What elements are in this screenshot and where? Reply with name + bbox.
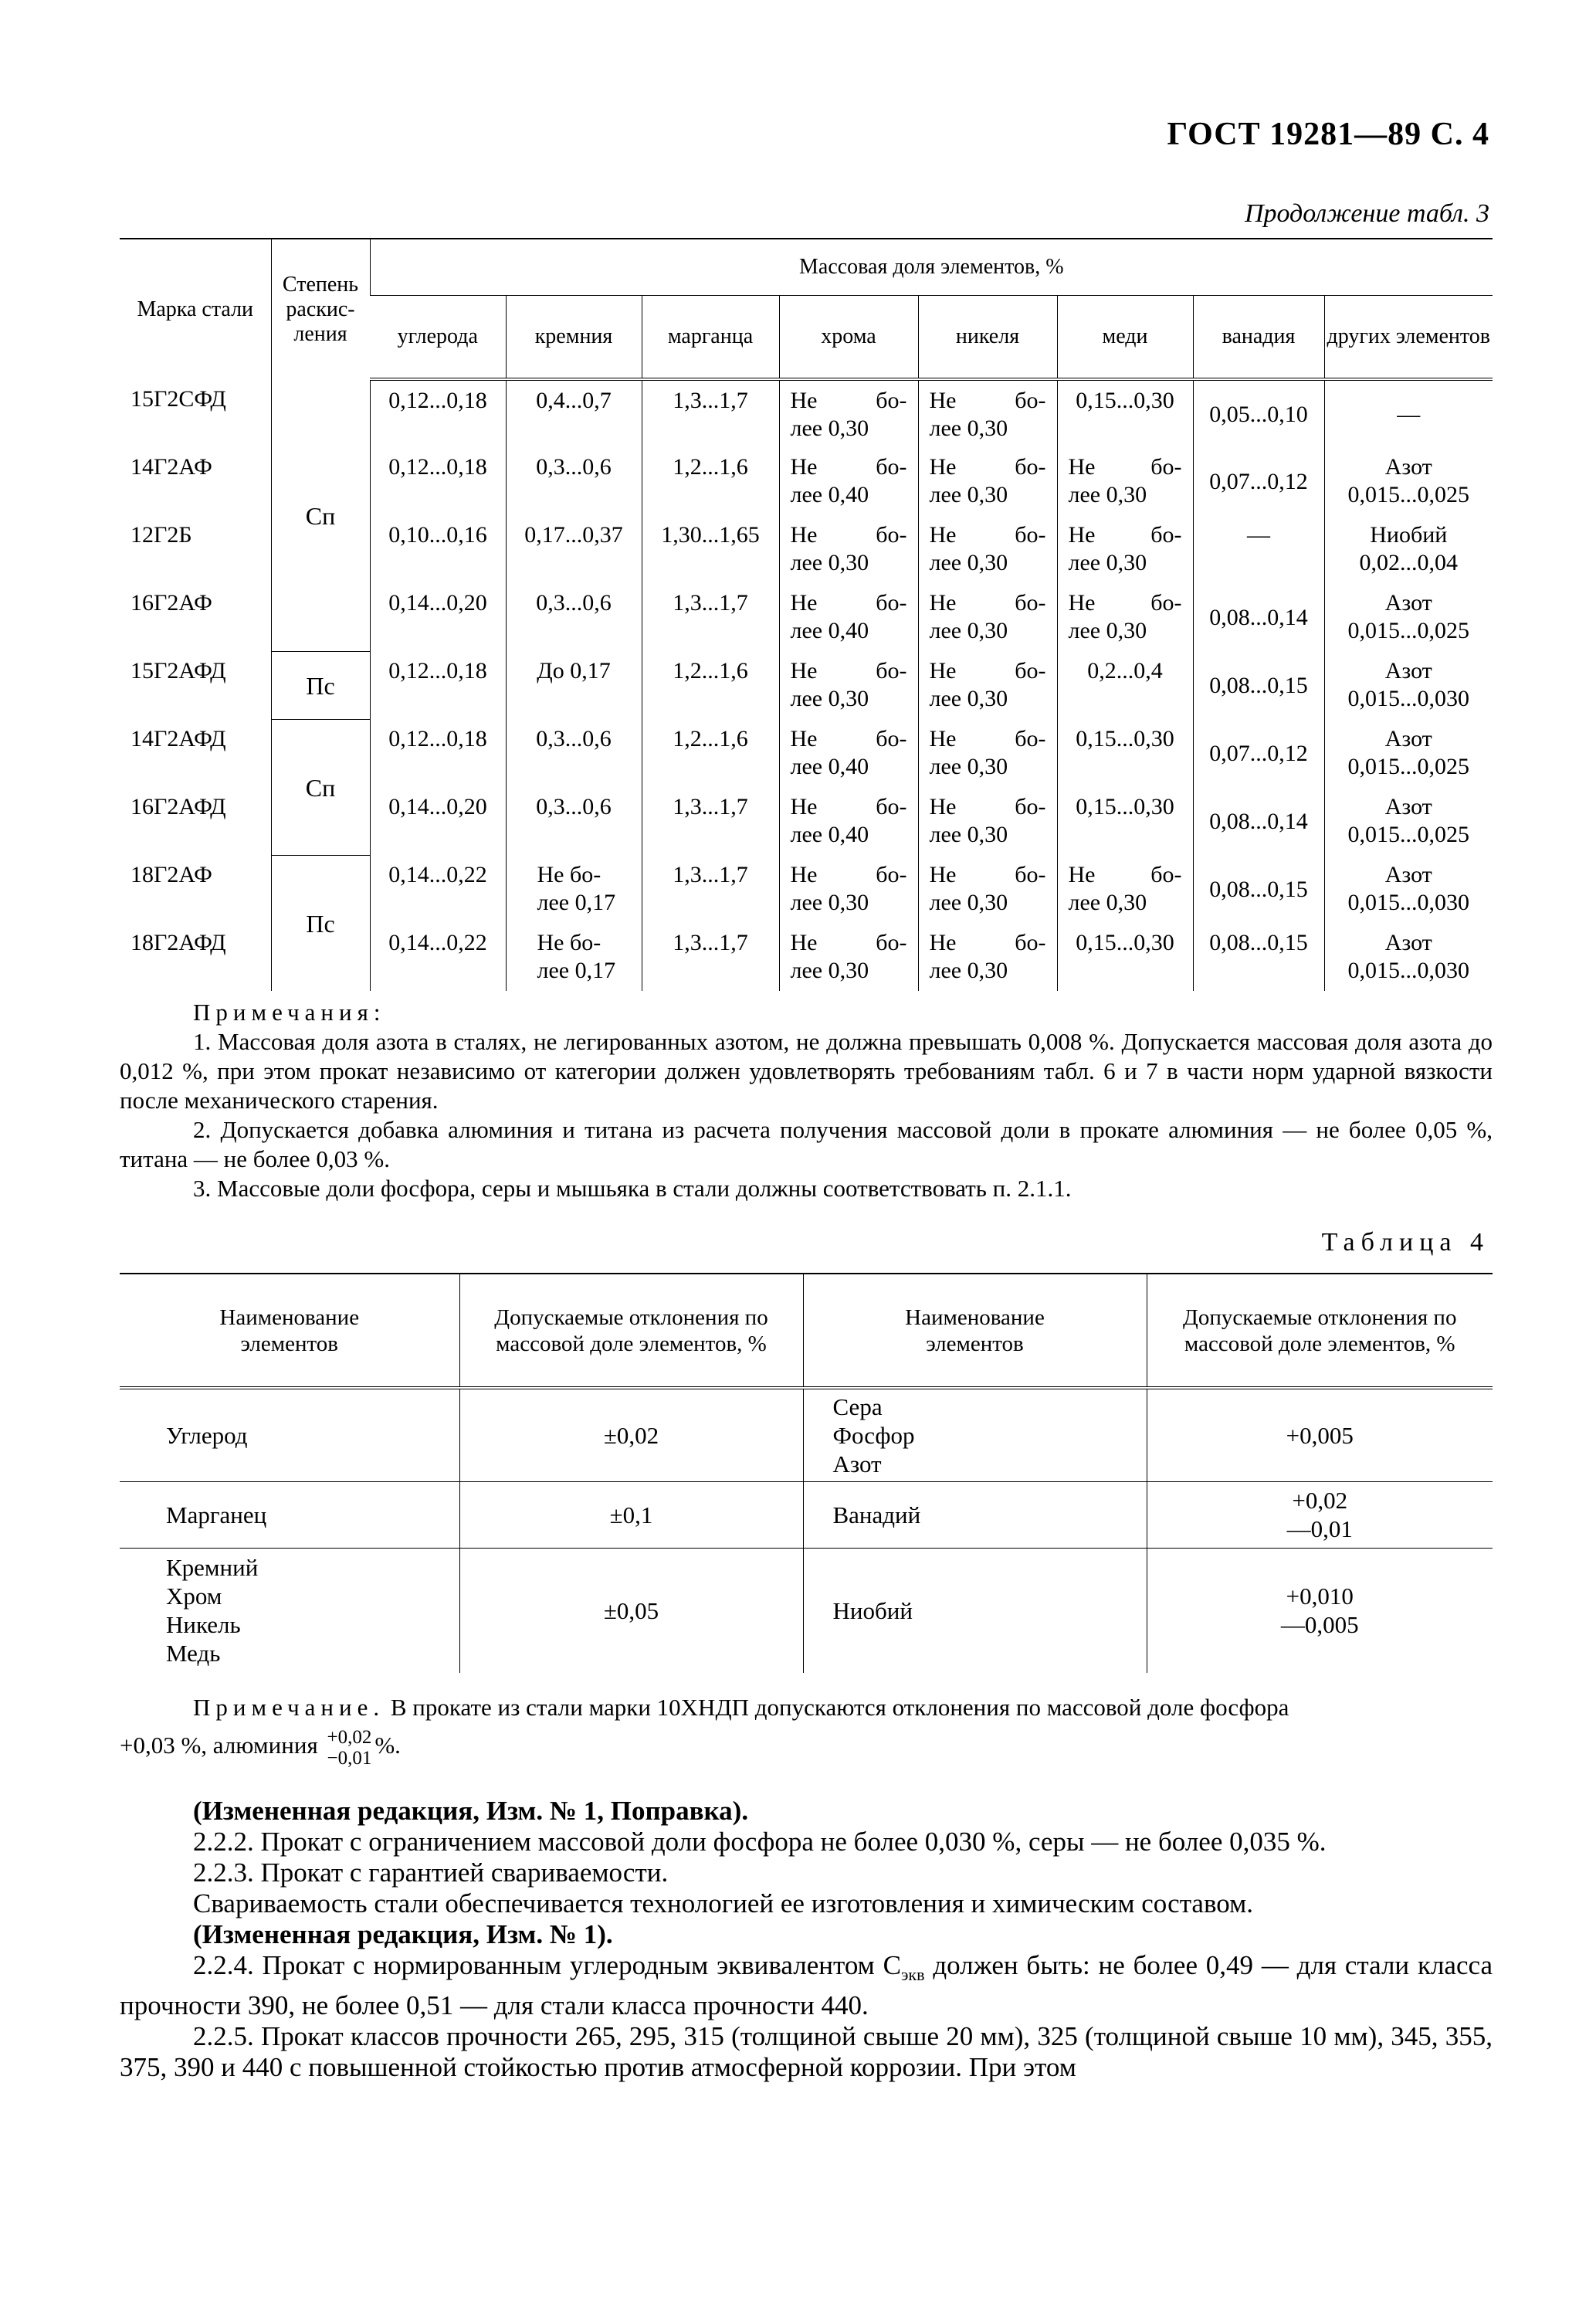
value-cell: Не бо- лее 0,30 xyxy=(779,379,918,447)
body-text xyxy=(120,1796,1493,2083)
header-col: других элементов xyxy=(1324,296,1493,380)
value-cell: Не бо- лее 0,40 xyxy=(779,719,918,787)
value-cell: 1,2...1,6 xyxy=(642,651,779,719)
grade-cell: 16Г2АФ xyxy=(130,590,212,616)
value-cell: 0,14...0,20 xyxy=(370,787,506,855)
grade-cell: 14Г2АФ xyxy=(130,454,212,480)
deoxidation-cell: Пс xyxy=(271,651,370,719)
deviation-value: +0,02 —0,01 xyxy=(1147,1481,1493,1548)
header-col: углерода xyxy=(370,296,506,380)
value-cell: 0,4...0,7 xyxy=(506,379,642,447)
header-col: Допускаемые отклонения по массовой доле элементов, % xyxy=(459,1274,803,1388)
header-col: Наименование элементов xyxy=(120,1274,459,1388)
paragraph-2-2-2: 2.2.2. Прокат с ограничением массовой доли фосфора не более 0,030 %, серы — не более 0,035 %. xyxy=(193,1827,1327,1857)
revision-note: (Измененная редакция, Изм. № 1). xyxy=(193,1919,613,1949)
value-cell: Не бо- лее 0,30 xyxy=(1057,515,1193,583)
value-cell: 0,07...0,12 xyxy=(1193,719,1324,787)
element-name: Ниобий xyxy=(803,1548,1147,1673)
value-cell: 1,30...1,65 xyxy=(642,515,779,583)
value-cell: Не бо- лее 0,30 xyxy=(1057,447,1193,515)
value-cell: Не бо- лее 0,30 xyxy=(918,855,1057,923)
value-cell: Азот 0,015...0,030 xyxy=(1324,651,1493,719)
value-cell: 0,14...0,22 xyxy=(370,923,506,991)
page-header: ГОСТ 19281—89 С. 4 xyxy=(1167,117,1489,152)
value-cell: 1,3...1,7 xyxy=(642,583,779,651)
note-text-3: %. xyxy=(374,1732,401,1759)
table-4 xyxy=(120,1273,1493,1673)
value-cell: 0,07...0,12 xyxy=(1193,447,1324,515)
value-cell: Не бо- лее 0,30 xyxy=(1057,583,1193,651)
value-cell: 0,12...0,18 xyxy=(370,447,506,515)
value-cell: Не бо- лее 0,40 xyxy=(779,787,918,855)
grade-cell: 18Г2АФД xyxy=(130,930,226,955)
value-cell: 0,17...0,37 xyxy=(506,515,642,583)
grade-cell: 16Г2АФД xyxy=(130,794,226,819)
value-cell: 0,14...0,22 xyxy=(370,855,506,923)
value-cell: 0,2...0,4 xyxy=(1057,651,1193,719)
value-cell: Не бо- лее 0,30 xyxy=(779,651,918,719)
value-cell: Не бо- лее 0,30 xyxy=(918,787,1057,855)
value-cell: Не бо- лее 0,17 xyxy=(506,923,642,991)
value-cell: 0,08...0,14 xyxy=(1193,787,1324,855)
value-cell: Азот 0,015...0,025 xyxy=(1324,583,1493,651)
deoxidation-cell: Сп xyxy=(271,379,370,651)
header-col: кремния xyxy=(506,296,642,380)
value-cell: 0,12...0,18 xyxy=(370,719,506,787)
continuation-caption: Продолжение табл. 3 xyxy=(1244,199,1489,228)
header-col: ванадия xyxy=(1193,296,1324,380)
value-cell: Не бо- лее 0,30 xyxy=(918,447,1057,515)
deoxidation-cell: Пс xyxy=(271,855,370,991)
note-item: 2. Допускается добавка алюминия и титана из расчета получения массовой доли в прокате алюминия — не более 0,05 %, титана — не более 0,03 %. xyxy=(120,1116,1493,1172)
table-row xyxy=(120,1548,1493,1673)
paragraph-2-2-4: 2.2.4. Прокат с нормированным углеродным эквивалентом $С_{экв}$ должен быть: не более 0,49 — для стали класса прочности 390, не более 0,51 — для стали класса прочности 440. xyxy=(120,1950,1493,2020)
element-name: Кремний Хром Никель Медь xyxy=(166,1554,259,1667)
value-cell: До 0,17 xyxy=(506,651,642,719)
element-name: Сера Фосфор Азот xyxy=(803,1388,1147,1481)
note-item: 3. Массовые доли фосфора, серы и мышьяка в стали должны соответствовать п. 2.1.1. xyxy=(193,1175,1072,1202)
notes-table-3 xyxy=(120,998,1493,1203)
element-name: Марганец xyxy=(120,1481,459,1548)
table-3 xyxy=(120,238,1493,991)
value-cell: Не бо- лее 0,30 xyxy=(779,855,918,923)
table-row xyxy=(120,379,1493,447)
header-col: меди xyxy=(1057,296,1193,380)
value-cell: 0,08...0,15 xyxy=(1193,923,1324,991)
value-cell: Не бо- лее 0,17 xyxy=(506,855,642,923)
note-label: Примечание. xyxy=(193,1694,385,1721)
deviation-value: ±0,05 xyxy=(459,1548,803,1673)
note-text: В прокате из стали марки 10ХНДП допускаются отклонения по массовой доле фосфора xyxy=(385,1694,1289,1721)
deviation-value: ±0,1 xyxy=(459,1481,803,1548)
value-cell: Не бо- лее 0,40 xyxy=(779,447,918,515)
grade-cell: 18Г2АФ xyxy=(130,862,212,887)
table-row xyxy=(120,855,1493,923)
value-cell: 0,05...0,10 xyxy=(1193,379,1324,447)
deoxidation-cell: Сп xyxy=(271,719,370,855)
value-cell: 0,08...0,14 xyxy=(1193,583,1324,651)
value-cell: 1,3...1,7 xyxy=(642,379,779,447)
value-cell: Не бо- лее 0,30 xyxy=(918,719,1057,787)
table-row xyxy=(120,719,1493,787)
value-cell: Не бо- лее 0,30 xyxy=(779,515,918,583)
value-cell: 0,12...0,18 xyxy=(370,651,506,719)
value-cell: 1,3...1,7 xyxy=(642,923,779,991)
value-cell: Не бо- лее 0,30 xyxy=(918,651,1057,719)
header-col: никеля xyxy=(918,296,1057,380)
paragraph-2-2-3: 2.2.3. Прокат с гарантией свариваемости. xyxy=(193,1857,669,1888)
paragraph-2-2-5: 2.2.5. Прокат классов прочности 265, 295, 315 (толщиной свыше 20 мм), 325 (толщиной свыше 10 мм), 345, 355, 375, 390 и 440 с повышенной стойкостью против атмосферной коррозии. При этом xyxy=(120,2021,1493,2082)
value-cell: 0,3...0,6 xyxy=(506,719,642,787)
element-name: Углерод xyxy=(120,1388,459,1481)
grade-cell: 12Г2Б xyxy=(130,522,192,548)
value-cell: 0,08...0,15 xyxy=(1193,855,1324,923)
grade-cell: 14Г2АФД xyxy=(130,726,226,751)
value-cell: 0,10...0,16 xyxy=(370,515,506,583)
value-cell: Не бо- лее 0,40 xyxy=(779,583,918,651)
header-deoxidation: Степень раскис-ления xyxy=(271,239,370,379)
note-text-2: +0,03 %, алюминия xyxy=(120,1732,318,1759)
grade-cell: 15Г2СФД xyxy=(130,386,226,412)
table-4-caption: Таблица 4 xyxy=(1321,1228,1489,1257)
table-row xyxy=(120,1481,1493,1548)
value-cell: Азот 0,015...0,025 xyxy=(1324,447,1493,515)
note-item: 1. Массовая доля азота в сталях, не легированных азотом, не должна превышать 0,008 %. Допускается массовая доля азота до 0,012 %, при этом прокат независимо от категории должен удовлетворять требованиям табл. 6 и 7 в части норм ударной вязкости после механического старения. xyxy=(120,1028,1493,1114)
table-row xyxy=(120,1388,1493,1481)
header-col: хрома xyxy=(779,296,918,380)
value-cell: 0,08...0,15 xyxy=(1193,651,1324,719)
value-cell: — xyxy=(1193,515,1324,583)
value-cell: Не бо- лее 0,30 xyxy=(918,583,1057,651)
grade-cell: 15Г2АФД xyxy=(130,658,226,684)
value-cell: 0,12...0,18 xyxy=(370,379,506,447)
value-cell: 1,2...1,6 xyxy=(642,447,779,515)
table-row xyxy=(120,651,1493,719)
value-cell: 0,3...0,6 xyxy=(506,583,642,651)
value-cell: Не бо- лее 0,30 xyxy=(918,923,1057,991)
element-name: Ванадий xyxy=(803,1481,1147,1548)
value-cell: Азот 0,015...0,030 xyxy=(1324,923,1493,991)
revision-note: (Измененная редакция, Изм. № 1, Поправка). xyxy=(193,1796,749,1826)
header-col: Допускаемые отклонения по массовой доле элементов, % xyxy=(1147,1274,1493,1388)
value-cell: Не бо- лее 0,30 xyxy=(918,515,1057,583)
value-cell: Не бо- лее 0,30 xyxy=(1057,855,1193,923)
value-cell: 0,3...0,6 xyxy=(506,447,642,515)
value-cell: Азот 0,015...0,025 xyxy=(1324,787,1493,855)
paragraph-weldability: Свариваемость стали обеспечивается технологией ее изготовления и химическим составом. xyxy=(193,1888,1253,1918)
value-cell: 0,15...0,30 xyxy=(1057,787,1193,855)
value-cell: 0,15...0,30 xyxy=(1057,923,1193,991)
header-grade: Марка стали xyxy=(120,239,271,379)
header-col: Наименование элементов xyxy=(803,1274,1147,1388)
note-table-4 xyxy=(120,1693,1493,1769)
value-cell: — xyxy=(1324,379,1493,447)
deviation-value: +0,005 xyxy=(1147,1388,1493,1481)
notes-title: Примечания: xyxy=(193,999,386,1026)
tolerance-fraction: +0,02 −0,01 xyxy=(327,1727,372,1769)
header-mass-fraction: Массовая доля элементов, % xyxy=(370,239,1493,296)
value-cell: Не бо- лее 0,30 xyxy=(779,923,918,991)
value-cell: 0,14...0,20 xyxy=(370,583,506,651)
header-col: марганца xyxy=(642,296,779,380)
value-cell: 0,15...0,30 xyxy=(1057,719,1193,787)
value-cell: 1,3...1,7 xyxy=(642,787,779,855)
value-cell: 0,3...0,6 xyxy=(506,787,642,855)
deviation-value: +0,010 —0,005 xyxy=(1147,1548,1493,1673)
value-cell: Не бо- лее 0,30 xyxy=(918,379,1057,447)
value-cell: 0,15...0,30 xyxy=(1057,379,1193,447)
value-cell: Азот 0,015...0,030 xyxy=(1324,855,1493,923)
value-cell: 1,2...1,6 xyxy=(642,719,779,787)
value-cell: Ниобий 0,02...0,04 xyxy=(1324,515,1493,583)
value-cell: 1,3...1,7 xyxy=(642,855,779,923)
value-cell: Азот 0,015...0,025 xyxy=(1324,719,1493,787)
deviation-value: ±0,02 xyxy=(459,1388,803,1481)
